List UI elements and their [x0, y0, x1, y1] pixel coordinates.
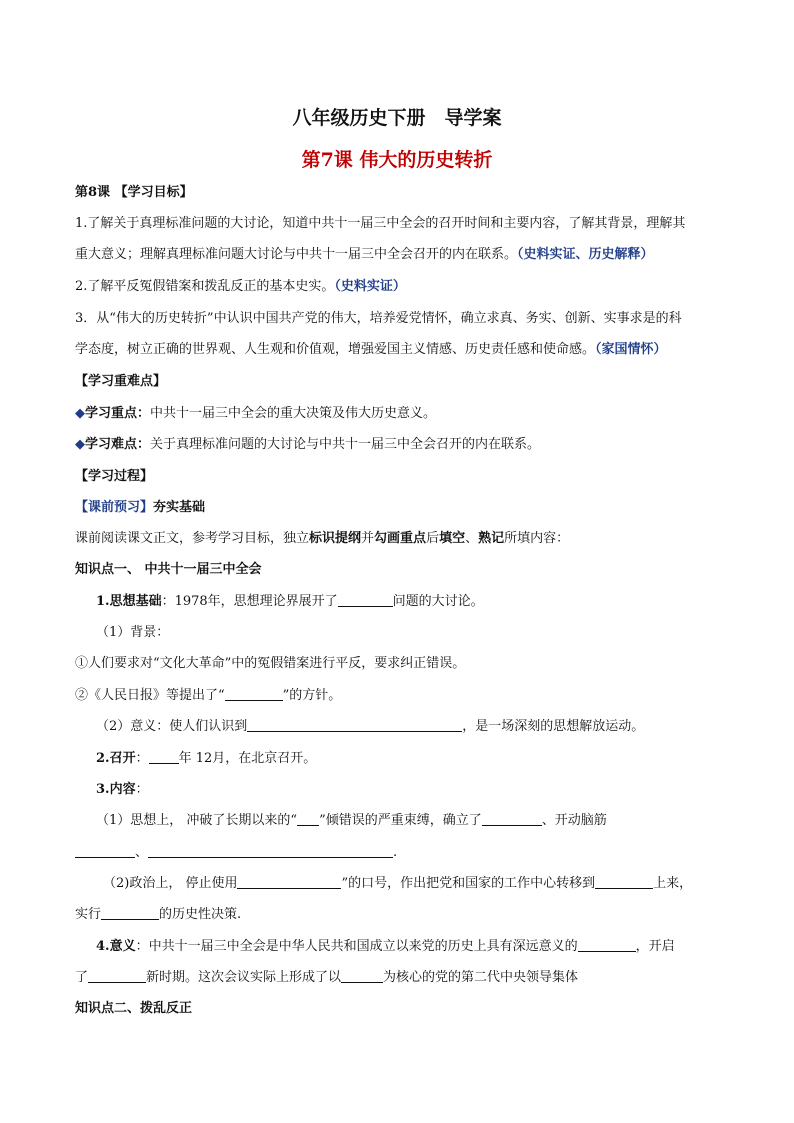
- key-point: [75, 405, 436, 423]
- mean-text: ：中共十一届三中全会是中华人民共和国成立以来党的历史上具有深远意义的: [135, 939, 578, 954]
- blank-field[interactable]: [595, 875, 653, 889]
- basis-text: ：1978年，思想理论界展开了: [161, 594, 338, 609]
- meet-text: ：: [135, 751, 149, 766]
- instr-text: 、: [465, 531, 479, 546]
- preview-instructions: [75, 530, 569, 548]
- lesson-title: 第7课 伟大的历史转折: [301, 149, 493, 171]
- goal-2-tag: （史料实证）: [334, 279, 406, 294]
- goals-lesson-number: 第8课: [75, 185, 111, 200]
- blank-field[interactable]: [149, 750, 179, 764]
- knowledge-point-1-heading: 知识点一、 中共十一届三中全会: [75, 562, 262, 577]
- goal-2-text: 2.了解平反冤假错案和拨乱反正的基本史实。: [75, 279, 335, 294]
- goals-heading: [75, 184, 193, 202]
- blank-field[interactable]: [225, 687, 283, 701]
- keypoints-heading: 【学习重难点】: [75, 374, 167, 389]
- instr-emphasis: 填空: [439, 531, 466, 546]
- c2-text: （2)政治上， 停止使用: [103, 876, 238, 891]
- instr-emphasis: 标识提纲: [309, 531, 362, 546]
- content-item-2-line-2: [75, 906, 241, 924]
- blank-field[interactable]: [237, 875, 341, 889]
- goal-3-text: 学态度，树立正确的世界观、人生观和价值观，增强爱国主义情感、历史责任感和使命感。: [75, 342, 596, 357]
- difficult-point-text: 关于真理标准问题的大讨论与中共十一届三中全会召开的内在联系。: [150, 437, 541, 452]
- goal-1-line-2: [75, 246, 654, 264]
- blank-field[interactable]: [297, 812, 319, 826]
- instr-text: 课前阅读课文正文，参考学习目标，独立: [75, 531, 310, 546]
- c1-text: （1）思想上， 冲破了长期以来的“: [96, 813, 298, 828]
- c2-text: ”的口号，作出把党和国家的工作中心转移到: [341, 876, 596, 891]
- c1-text: 、: [135, 845, 149, 860]
- diamond-bullet-icon: ◆: [75, 406, 85, 421]
- sig-text: ，是一场深刻的思想解放运动。: [462, 719, 645, 734]
- document-title: 八年级历史下册 导学案: [292, 107, 502, 129]
- meeting-label: 2.召开: [96, 751, 136, 766]
- content-label: 3.内容: [96, 782, 136, 797]
- mean-text: 为核心的党的第二代中央领导集体: [383, 970, 579, 985]
- blank-field[interactable]: [247, 718, 462, 732]
- instr-text: 后: [426, 531, 440, 546]
- process-heading: 【学习过程】: [75, 469, 154, 484]
- c1-text: ”倾错误的严重束缚，确立了: [319, 813, 482, 828]
- basis-text: 问题的大讨论。: [392, 594, 484, 609]
- background-label: （1）背景：: [96, 625, 170, 640]
- meaning-line-1: [96, 938, 675, 956]
- blank-field[interactable]: [578, 938, 636, 952]
- knowledge-point-2-heading: 知识点二、拨乱反正: [75, 1001, 193, 1016]
- content-label-line: [96, 781, 149, 799]
- c1-text: .: [393, 845, 398, 860]
- goals-heading-label: 【学习目标】: [114, 185, 193, 200]
- goal-3-tag: （家国情怀）: [595, 342, 667, 357]
- significance-line: [96, 718, 644, 736]
- preview-heading: [75, 499, 205, 517]
- c2-text: 的历史性决策.: [159, 907, 242, 922]
- goal-1-line-1: 1.了解关于真理标准问题的大讨论，知道中共十一届三中全会的召开时间和主要内容，了解其背景，理解其: [75, 216, 686, 231]
- goal-1-tag: （史料实证、历史解释）: [517, 247, 654, 262]
- mean-text: ，开启: [635, 939, 675, 954]
- mean-text: 新时期。这次会议实际上形成了以: [146, 970, 342, 985]
- content-item-1-line-2: [75, 844, 397, 862]
- content-item-2-line-1: [103, 875, 692, 893]
- preview-title: 夯实基础: [153, 500, 206, 515]
- content-colon: ：: [135, 782, 149, 797]
- mean-text: 了: [75, 970, 89, 985]
- instr-text: 并: [361, 531, 375, 546]
- sig-text: （2）意义：使人们认识到: [96, 719, 248, 734]
- goal-3-line-1: 3．从“伟大的历史转折”中认识中国共产党的伟大，培养爱党情怀，确立求真、务实、创新、实事求是的科: [75, 311, 682, 326]
- difficult-point: [75, 436, 540, 454]
- key-point-text: 中共十一届三中全会的重大决策及伟大历史意义。: [150, 406, 437, 421]
- background-item-2: [75, 687, 341, 705]
- meaning-label: 4.意义: [96, 939, 136, 954]
- preview-tag: 【课前预习】: [75, 500, 154, 515]
- blank-field[interactable]: [338, 593, 393, 607]
- basis-label: 1.思想基础: [96, 594, 162, 609]
- blank-field[interactable]: [101, 906, 159, 920]
- c1-text: 、开动脑筋: [541, 813, 607, 828]
- blank-field[interactable]: [341, 969, 383, 983]
- instr-text: 所填内容：: [504, 531, 570, 546]
- meeting-line: [96, 750, 316, 768]
- blank-field[interactable]: [148, 844, 393, 858]
- difficult-point-label: 学习难点：: [85, 437, 151, 452]
- instr-emphasis: 熟记: [478, 531, 505, 546]
- instr-emphasis: 勾画重点: [374, 531, 427, 546]
- diamond-bullet-icon: ◆: [75, 437, 85, 452]
- key-point-label: 学习重点：: [85, 406, 151, 421]
- background-item-1: ①人们要求对“文化大革命”中的冤假错案进行平反，要求纠正错误。: [75, 656, 466, 671]
- goal-2: [75, 278, 406, 296]
- blank-field[interactable]: [75, 844, 135, 858]
- bg2-text: ②《人民日报》等提出了“: [75, 688, 225, 703]
- meaning-line-2: [75, 969, 578, 987]
- c2-text: 实行: [75, 907, 102, 922]
- blank-field[interactable]: [88, 969, 146, 983]
- basis-line: [96, 593, 484, 611]
- bg2-text: ”的方针。: [282, 688, 342, 703]
- blank-field[interactable]: [482, 812, 542, 826]
- c2-text: 上来，: [653, 876, 693, 891]
- goal-3-line-2: [75, 341, 667, 359]
- goal-1-text: 重大意义；理解真理标准问题大讨论与中共十一届三中全会召开的内在联系。: [75, 247, 518, 262]
- content-item-1-line-1: [96, 812, 607, 830]
- meet-text: 年 12月，在北京召开。: [178, 751, 317, 766]
